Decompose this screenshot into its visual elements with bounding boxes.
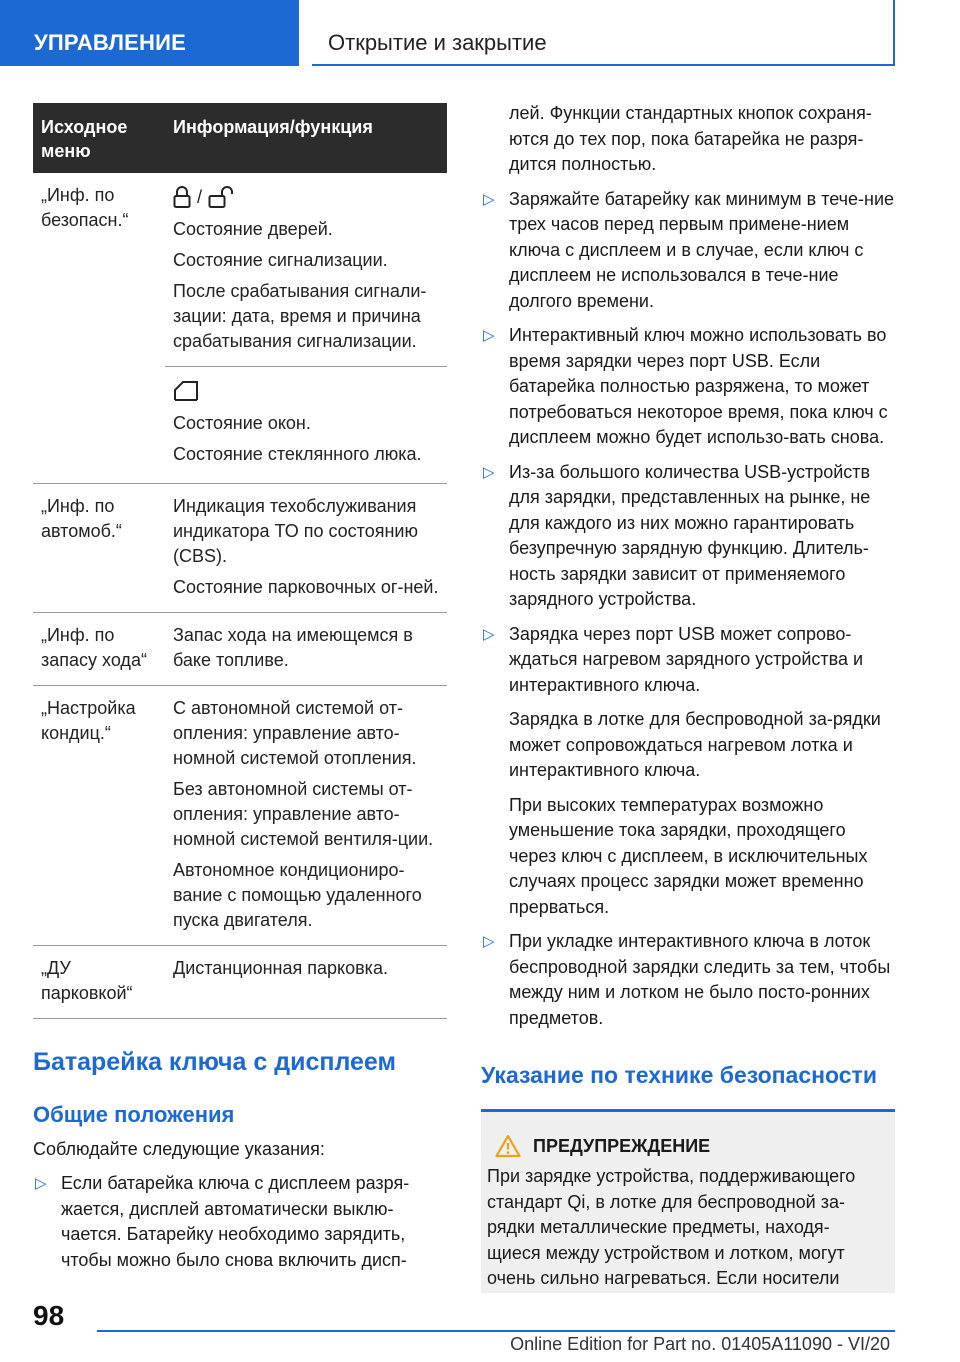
triangle-bullet-icon: ▷: [483, 463, 495, 481]
list-item-text: Зарядка через порт USB может сопрово-ждаться нагревом зарядного устройства и интерактивного ключа.: [509, 623, 864, 695]
list-item-text: Из-за большого количества USB-устройств для зарядки, представленных на рынке, не для каждого из них можно гарантировать безупречную зарядную функцию. Длитель-ность зарядки зависит от применяемого зарядного устройства.: [509, 461, 871, 609]
left-column: [33, 103, 447, 1273]
list-item: [481, 460, 895, 613]
triangle-bullet-icon: ▷: [483, 625, 495, 643]
info-cell: [165, 484, 447, 613]
safety-title: Указание по технике безопасности: [481, 1062, 877, 1088]
list-item: [481, 323, 895, 451]
info-line: Дистанционная парковка.: [173, 958, 388, 978]
table-row: [33, 613, 447, 686]
warning-text: При зарядке устройства, поддерживающего стандарт Qi, в лотке для беспроводной за-рядки металлические предметы, находя-щиеся между устройством и лотком, могут очень сильно нагреваться. Если носители: [487, 1166, 856, 1288]
section-tab: УПРАВЛЕНИЕ: [0, 0, 299, 66]
info-cell: [165, 946, 447, 1019]
list-item-text: При укладке интерактивного ключа в лоток беспроводной зарядки следить за тем, чтобы между ним и лотком не было посто-ронних предметов.: [509, 931, 891, 1028]
menu-cell: „Инф. по автомоб.“: [33, 484, 165, 613]
menu-table: [33, 103, 447, 1019]
menu-cell: „Инф. по запасу хода“: [33, 613, 165, 686]
triangle-bullet-icon: ▷: [483, 933, 495, 950]
window-icon-line: [173, 377, 447, 405]
list-item: [481, 929, 895, 1031]
table-row: [33, 173, 447, 484]
menu-cell: „ДУ парковкой“: [33, 946, 165, 1019]
lock-open-icon: [208, 186, 234, 208]
section-title: Батарейка ключа с дисплеем: [33, 1048, 397, 1076]
column-header-info: Информация/функция: [165, 103, 447, 173]
right-column: [481, 103, 895, 1293]
info-cell: [165, 686, 447, 946]
triangle-bullet-icon: ▷: [483, 327, 495, 344]
doors-block: [173, 183, 443, 360]
icon-separator: /: [197, 186, 203, 207]
windows-block: [165, 366, 447, 473]
list-item-text: Интерактивный ключ можно использовать во время зарядки через порт USB. Если батарейка полностью разряжена, то может потребоваться некоторое время, пока ключ с дисплеем можно будет использо-вать снова.: [509, 325, 888, 447]
column-header-menu: Исходное меню: [33, 103, 165, 173]
info-line: После срабатывания сигнали-зации: дата, время и причина срабатывания сигнализации.: [173, 281, 427, 351]
info-line: Запас хода на имеющемся в баке топливе.: [173, 625, 413, 670]
warning-box: [481, 1109, 895, 1293]
footer-divider: [97, 1330, 895, 1332]
list-item-paragraph: Зарядка в лотке для беспроводной за-рядки может сопровождаться нагревом лотка и интерактивного ключа.: [509, 709, 881, 780]
triangle-bullet-icon: ▷: [483, 190, 495, 208]
warning-triangle-icon: [495, 1134, 521, 1158]
list-item: [33, 1171, 447, 1273]
subsection-title: Общие положения: [33, 1102, 235, 1127]
table-row: [33, 686, 447, 946]
car-window-icon: [173, 380, 199, 402]
bullet-list: [33, 1171, 447, 1273]
page-header: [0, 0, 960, 66]
list-item-text: Заряжайте батарейку как минимум в тече-ние трех часов перед первым примене-нием ключа с дисплеем и в случае, если ключ с дисплеем не использовался в тече-ние долгого времени.: [509, 188, 895, 311]
info-cell: [165, 613, 447, 686]
lock-icons: [173, 183, 443, 211]
warning-header: [487, 1134, 883, 1158]
lock-closed-icon: [173, 186, 191, 208]
info-line: Без автономной системы от-опления: управление авто-номной системой вентиля-ции.: [173, 779, 434, 849]
list-item: [481, 187, 895, 315]
intro-text: Соблюдайте следующие указания:: [33, 1139, 325, 1159]
chapter-title: Открытие и закрытие: [312, 0, 895, 66]
table-row: [33, 484, 447, 613]
bullet-list: [481, 187, 895, 1032]
list-item-text: Если батарейка ключа с дисплеем разря-жается, дисплей автоматически выклю-чается. Батарейку необходимо зарядить, чтобы можно было снова включить дисп-: [61, 1173, 410, 1270]
footer-edition: Online Edition for Part no. 01405A11090 - VI/20: [510, 1334, 890, 1354]
menu-cell: „Инф. по безопасн.“: [33, 173, 165, 484]
page-number: 98: [33, 1300, 65, 1331]
info-line: С автономной системой от-опления: управление авто-номной системой отопления.: [173, 698, 417, 768]
list-item-continuation: лей. Функции стандартных кнопок сохраня-ются до тех пор, пока батарейка не разря-дится полностью.: [509, 103, 872, 174]
info-line: Автономное кондициониро-вание с помощью удаленного пуска двигателя.: [173, 860, 422, 930]
triangle-bullet-icon: ▷: [35, 1175, 47, 1192]
info-line: Состояние парковочных ог-ней.: [173, 577, 439, 597]
info-line: Состояние стеклянного люка.: [173, 444, 422, 464]
info-line: Состояние дверей.: [173, 219, 333, 239]
info-line: Состояние сигнализации.: [173, 250, 388, 270]
info-cell: [165, 173, 447, 484]
menu-cell: „Настройка кондиц.“: [33, 686, 165, 946]
table-row: [33, 946, 447, 1019]
info-line: Состояние окон.: [173, 413, 311, 433]
table-header-row: [33, 103, 447, 173]
list-item: [481, 622, 895, 921]
warning-label: ПРЕДУПРЕЖДЕНИЕ: [533, 1135, 711, 1156]
info-line: Индикация техобслуживания индикатора ТО по состоянию (CBS).: [173, 496, 418, 566]
list-item-paragraph: При высоких температурах возможно уменьшение тока зарядки, проходящего через ключ с дисплеем, в исключительных случаях процесс зарядки может временно прерваться.: [509, 794, 868, 917]
